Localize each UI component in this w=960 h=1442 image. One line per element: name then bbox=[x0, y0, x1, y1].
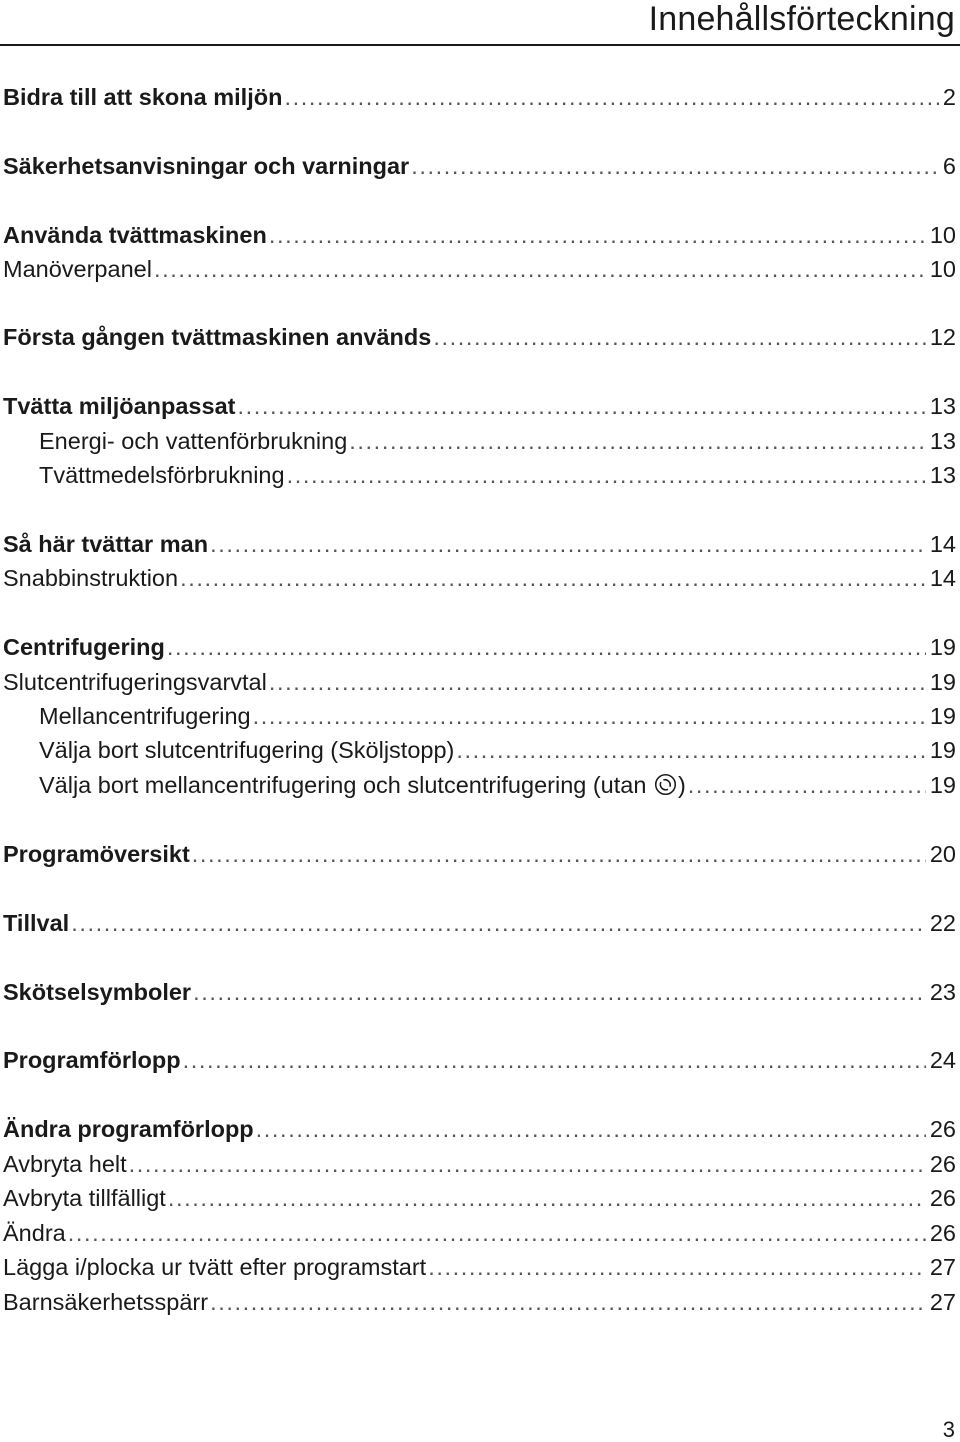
toc-entry-page: 10 bbox=[929, 222, 956, 248]
toc-entry-title-text: Barnsäkerhetsspärr bbox=[3, 1289, 209, 1315]
toc-entry-title-text: Bidra till att skona miljön bbox=[3, 84, 283, 110]
toc-entry[interactable] bbox=[3, 1252, 956, 1282]
toc-entry-title-text: Tillval bbox=[3, 910, 70, 936]
dot-leader bbox=[129, 1149, 926, 1179]
dot-leader bbox=[237, 391, 925, 421]
toc-entry-title-text: Slutcentrifugeringsvarvtal bbox=[3, 669, 267, 695]
dot-leader bbox=[688, 770, 926, 800]
toc-entry[interactable] bbox=[39, 460, 956, 490]
toc-entry-title-text: Använda tvättmaskinen bbox=[3, 222, 267, 248]
toc-entry[interactable] bbox=[3, 839, 956, 869]
toc-entry-title bbox=[3, 908, 69, 938]
toc-entry-title bbox=[3, 1287, 208, 1317]
toc-entry-page: 10 bbox=[929, 256, 956, 282]
toc-entry[interactable] bbox=[3, 1149, 956, 1179]
dot-leader bbox=[167, 632, 926, 662]
toc-entry-title-text: Avbryta helt bbox=[3, 1151, 127, 1177]
dot-leader bbox=[71, 908, 926, 938]
toc-entry-title-text: Skötselsymboler bbox=[3, 979, 192, 1005]
dot-leader bbox=[287, 460, 926, 490]
toc-entry-page: 22 bbox=[929, 910, 956, 936]
toc-entry[interactable] bbox=[3, 1045, 956, 1075]
toc-entry[interactable] bbox=[3, 322, 956, 352]
toc-entry-title bbox=[3, 254, 152, 284]
toc-entry-page: 13 bbox=[929, 428, 956, 454]
dot-leader bbox=[349, 426, 926, 456]
dot-leader bbox=[256, 1114, 926, 1144]
toc-entry[interactable] bbox=[3, 1114, 956, 1144]
toc-entry-title bbox=[3, 839, 190, 869]
toc-entry-title-suffix: ) bbox=[677, 772, 686, 798]
toc-entry-page: 13 bbox=[929, 462, 956, 488]
toc-entry[interactable] bbox=[3, 563, 956, 593]
toc-entry-page: 26 bbox=[929, 1185, 956, 1211]
toc-entry-title-text: Manöverpanel bbox=[3, 256, 152, 282]
toc-entry[interactable] bbox=[3, 667, 956, 697]
toc-entry-title bbox=[3, 220, 267, 250]
toc-entry[interactable] bbox=[3, 529, 956, 559]
toc-entry-page: 6 bbox=[942, 153, 956, 179]
toc-entry-title bbox=[39, 701, 251, 731]
toc-entry-page: 13 bbox=[929, 393, 956, 419]
toc-entry-page: 12 bbox=[929, 324, 956, 350]
dot-leader bbox=[180, 563, 926, 593]
toc-entry[interactable] bbox=[3, 1218, 956, 1248]
dot-leader bbox=[433, 322, 926, 352]
table-of-contents bbox=[3, 0, 956, 1340]
toc-entry-title bbox=[3, 529, 208, 559]
dot-leader bbox=[193, 977, 926, 1007]
toc-entry-page: 27 bbox=[929, 1289, 956, 1315]
toc-entry-page: 14 bbox=[929, 565, 956, 591]
toc-entry-title bbox=[3, 1218, 66, 1248]
toc-entry-title-text: Tvätta miljöanpassat bbox=[3, 393, 236, 419]
toc-entry[interactable] bbox=[39, 426, 956, 456]
dot-leader bbox=[168, 1183, 926, 1213]
toc-entry-title bbox=[3, 977, 191, 1007]
toc-entry-page: 2 bbox=[942, 84, 956, 110]
toc-entry-title bbox=[3, 1252, 426, 1282]
toc-entry-title-text: Ändra bbox=[3, 1220, 66, 1246]
dot-leader bbox=[253, 701, 926, 731]
toc-entry[interactable] bbox=[39, 770, 956, 800]
toc-entry[interactable] bbox=[3, 220, 956, 250]
toc-entry-title-text: Programförlopp bbox=[3, 1047, 181, 1073]
toc-entry-title bbox=[3, 632, 165, 662]
toc-entry[interactable] bbox=[3, 254, 956, 284]
toc-entry-page: 20 bbox=[929, 841, 956, 867]
toc-entry-title bbox=[3, 1045, 181, 1075]
toc-entry[interactable] bbox=[3, 908, 956, 938]
toc-entry-title-text: Ändra programförlopp bbox=[3, 1116, 254, 1142]
toc-entry-page: 26 bbox=[929, 1116, 956, 1142]
toc-entry-page: 14 bbox=[929, 531, 956, 557]
toc-entry[interactable] bbox=[3, 1183, 956, 1213]
toc-entry-title bbox=[3, 151, 409, 181]
dot-leader bbox=[192, 839, 926, 869]
toc-entry-title-text: Snabbinstruktion bbox=[3, 565, 179, 591]
toc-entry[interactable] bbox=[3, 977, 956, 1007]
toc-entry-title-text: Avbryta tillfälligt bbox=[3, 1185, 166, 1211]
toc-entry[interactable] bbox=[39, 701, 956, 731]
toc-entry-title-text: Tvättmedelsförbrukning bbox=[39, 462, 285, 488]
dot-leader bbox=[284, 82, 938, 112]
toc-entry-page: 19 bbox=[929, 703, 956, 729]
toc-entry[interactable] bbox=[3, 632, 956, 662]
toc-entry-title bbox=[3, 1183, 166, 1213]
toc-entry-title bbox=[3, 563, 178, 593]
toc-entry-title bbox=[3, 322, 431, 352]
toc-entry-page: 19 bbox=[929, 669, 956, 695]
toc-entry-page: 19 bbox=[929, 737, 956, 763]
dot-leader bbox=[428, 1252, 926, 1282]
toc-entry-title-text: Första gången tvättmaskinen används bbox=[3, 324, 432, 350]
page-number: 3 bbox=[942, 1417, 955, 1442]
toc-entry-title-text: Så här tvättar man bbox=[3, 531, 209, 557]
toc-entry-page: 24 bbox=[929, 1047, 956, 1073]
toc-entry-title-text: Välja bort slutcentrifugering (Sköljstopp) bbox=[39, 737, 455, 763]
dot-leader bbox=[210, 1287, 926, 1317]
toc-entry-title-text: Programöversikt bbox=[3, 841, 190, 867]
toc-entry[interactable] bbox=[3, 151, 956, 181]
toc-entry-title-text: Säkerhetsanvisningar och varningar bbox=[3, 153, 410, 179]
toc-entry-title bbox=[3, 391, 235, 421]
toc-entry-title bbox=[3, 1149, 127, 1179]
toc-entry-page: 27 bbox=[929, 1254, 956, 1280]
toc-entry-title-text: Centrifugering bbox=[3, 634, 165, 660]
toc-entry-title-text: Lägga i/plocka ur tvätt efter programstart bbox=[3, 1254, 427, 1280]
page-title: Innehållsförteckning bbox=[648, 0, 955, 38]
toc-entry[interactable] bbox=[3, 1287, 956, 1317]
toc-entry-page: 26 bbox=[929, 1220, 956, 1246]
toc-entry[interactable] bbox=[3, 82, 956, 112]
dot-leader bbox=[210, 529, 926, 559]
toc-entry-title-text: Energi- och vattenförbrukning bbox=[39, 428, 348, 454]
dot-leader bbox=[154, 254, 926, 284]
toc-entry-page: 23 bbox=[929, 979, 956, 1005]
toc-entry-title-text: Välja bort mellancentrifugering och slutcentrifugering (utan bbox=[39, 772, 653, 798]
toc-entry-title bbox=[39, 770, 686, 800]
toc-entry-title bbox=[39, 460, 285, 490]
toc-entry-title-text: Mellancentrifugering bbox=[39, 703, 251, 729]
toc-entry-page: 19 bbox=[929, 634, 956, 660]
toc-entry[interactable] bbox=[39, 735, 956, 765]
dot-leader bbox=[183, 1045, 926, 1075]
toc-entry-page: 19 bbox=[929, 772, 956, 798]
dot-leader bbox=[456, 735, 925, 765]
toc-entry-title bbox=[3, 82, 282, 112]
toc-entry[interactable] bbox=[3, 391, 956, 421]
dot-leader bbox=[411, 151, 939, 181]
toc-entry-title bbox=[3, 1114, 254, 1144]
dot-leader bbox=[269, 667, 926, 697]
dot-leader bbox=[269, 220, 926, 250]
dot-leader bbox=[68, 1218, 926, 1248]
toc-entry-title bbox=[3, 667, 267, 697]
toc-entry-title bbox=[39, 426, 347, 456]
spin-symbol-icon bbox=[654, 773, 677, 796]
toc-entry-title bbox=[39, 735, 454, 765]
toc-entry-page: 26 bbox=[929, 1151, 956, 1177]
